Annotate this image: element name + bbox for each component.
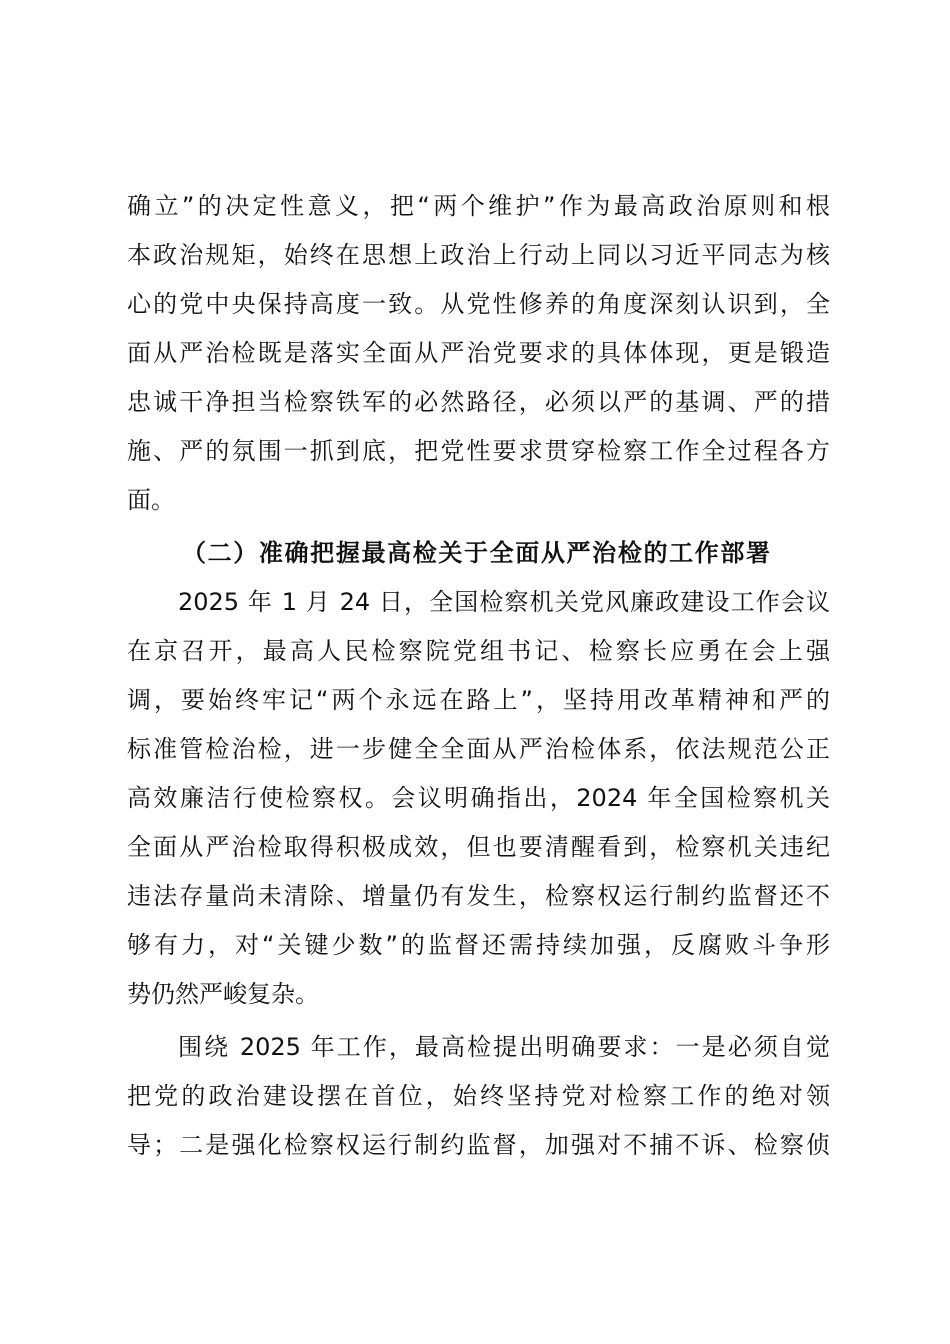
paragraph-line: 标准管检治检，进一步健全全面从严治检体系，依法规范公正 [127,735,830,763]
paragraph-line: 面。 [127,486,175,514]
paragraph-line: 忠诚干净担当检察铁军的必然路径，必须以严的基调、严的措 [127,388,830,416]
paragraph-line: 导；二是强化检察权运行制约监督，加强对不捕不诉、检察侦 [127,1131,830,1159]
paragraph-line: 心的党中央保持高度一致。从党性修养的角度深刻认识到，全 [127,290,830,318]
paragraph-line: 违法存量尚未清除、增量仍有发生，检察权运行制约监督还不 [127,882,830,910]
paragraph-line: 本政治规矩，始终在思想上政治上行动上同以习近平同志为核 [127,241,830,269]
paragraph-line: 势仍然严峻复杂。 [127,980,319,1008]
paragraph-line: 确立”的决定性意义，把“两个维护”作为最高政治原则和根 [127,192,830,220]
section-heading: （二）准确把握最高检关于全面从严治检的工作部署 [182,539,770,567]
paragraph-line: 围绕 2025 年工作，最高检提出明确要求：一是必须自觉 [178,1033,830,1061]
paragraph-line: 把党的政治建设摆在首位，始终坚持党对检察工作的绝对领 [127,1082,830,1110]
paragraph-line: 面从严治检既是落实全面从严治党要求的具体体现，更是锻造 [127,339,830,367]
paragraph-line: 2025 年 1 月 24 日，全国检察机关党风廉政建设工作会议 [178,588,830,616]
paragraph-line: 够有力，对“关键少数”的监督还需持续加强，反腐败斗争形 [127,931,830,959]
paragraph-line: 高效廉洁行使检察权。会议明确指出，2024 年全国检察机关 [127,784,830,812]
paragraph-line: 全面从严治检取得积极成效，但也要清醒看到，检察机关违纪 [127,833,830,861]
paragraph-line: 在京召开，最高人民检察院党组书记、检察长应勇在会上强 [127,637,830,665]
paragraph-line: 施、严的氛围一抓到底，把党性要求贯穿检察工作全过程各方 [127,437,830,465]
paragraph-line: 调，要始终牢记“两个永远在路上”，坚持用改革精神和严的 [127,686,830,714]
